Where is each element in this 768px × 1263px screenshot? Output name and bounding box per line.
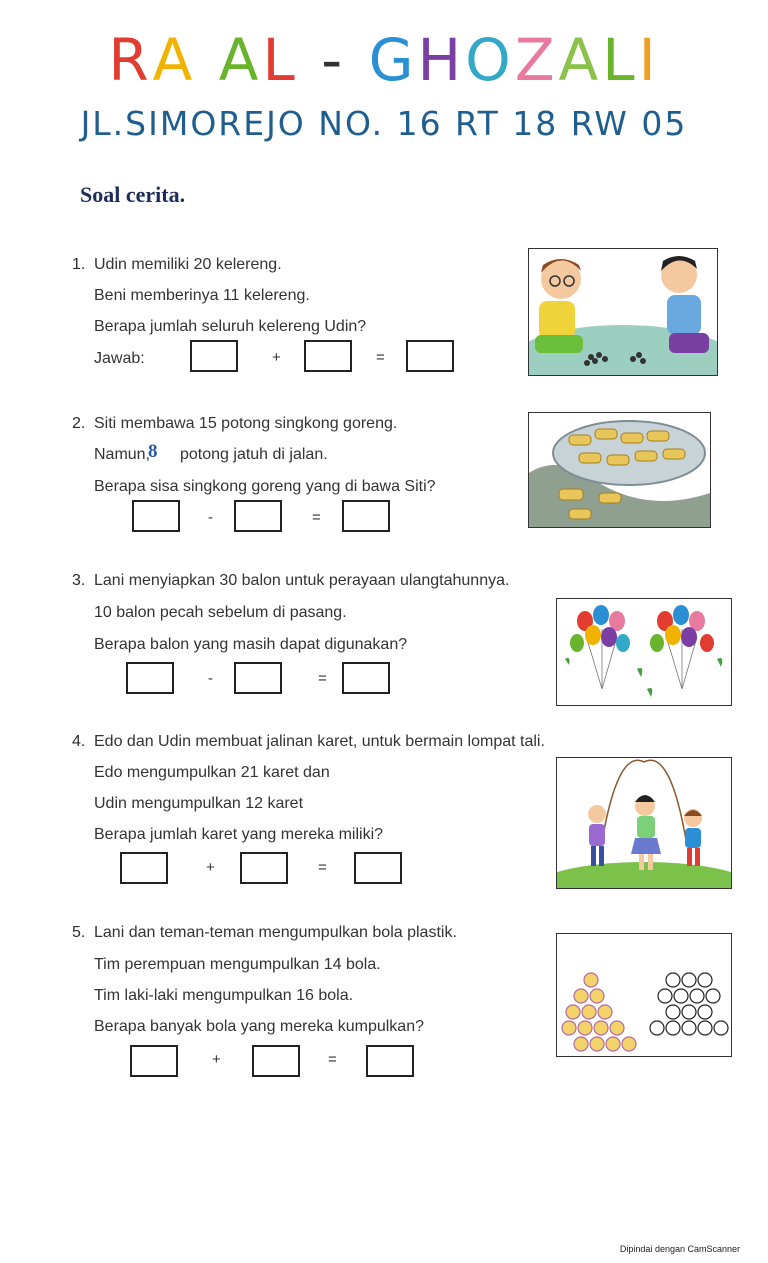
question-line: Udin memiliki 20 kelereng.	[94, 256, 282, 273]
answer-box[interactable]	[342, 662, 390, 694]
question-line-prefix: Namun,	[94, 446, 151, 463]
answer-box[interactable]	[354, 852, 402, 884]
title-letter: H	[417, 26, 466, 94]
question-line: Edo dan Udin membuat jalinan karet, untuk bermain lompat tali.	[94, 733, 545, 750]
balloons-illustration	[556, 598, 732, 706]
title-letter: G	[368, 26, 418, 94]
title-letter: A	[558, 26, 603, 94]
plastic-balls-illustration	[556, 933, 732, 1057]
question-line: Berapa balon yang masih dapat digunakan?	[94, 636, 408, 653]
answer-box[interactable]	[120, 852, 168, 884]
question-line: Berapa jumlah karet yang mereka miliki?	[94, 826, 384, 843]
answer-box[interactable]	[132, 500, 180, 532]
question-number: 5.	[72, 924, 86, 941]
title-letter	[299, 28, 321, 92]
equals-sign: =	[312, 509, 321, 526]
question-number: 4.	[72, 733, 86, 750]
title-letter: O	[465, 26, 515, 94]
kids-jumping-rope-illustration	[556, 757, 732, 889]
title-letter: Z	[514, 26, 559, 94]
boys-playing-marbles-illustration	[528, 248, 718, 376]
question-line: Tim laki-laki mengumpulkan 16 bola.	[94, 987, 354, 1004]
question-line: Beni memberinya 11 kelereng.	[94, 287, 310, 304]
answer-box[interactable]	[130, 1045, 178, 1077]
title-letter	[196, 28, 218, 92]
title-letter: -	[321, 26, 347, 94]
answer-box[interactable]	[366, 1045, 414, 1077]
plus-operator: +	[272, 349, 281, 366]
question-line: 10 balon pecah sebelum di pasang.	[94, 604, 347, 621]
title-letter: A	[152, 26, 197, 94]
question-number: 1.	[72, 256, 86, 273]
title-letter: R	[108, 26, 153, 94]
plus-operator: +	[212, 1051, 221, 1068]
answer-box[interactable]	[126, 662, 174, 694]
answer-box[interactable]	[240, 852, 288, 884]
equals-sign: =	[318, 670, 327, 687]
answer-box[interactable]	[342, 500, 390, 532]
question-line: Berapa banyak bola yang mereka kumpulkan?	[94, 1018, 424, 1035]
title-letter: L	[602, 26, 639, 94]
question-number: 3.	[72, 572, 86, 589]
question-line: Udin mengumpulkan 12 karet	[94, 795, 304, 812]
minus-operator: -	[208, 670, 213, 687]
equals-sign: =	[376, 349, 385, 366]
equals-sign: =	[328, 1051, 337, 1068]
title-letter	[346, 28, 368, 92]
title-letter: L	[262, 26, 299, 94]
question-line: Berapa jumlah seluruh kelereng Udin?	[94, 318, 367, 335]
question-line: Edo mengumpulkan 21 karet dan	[94, 764, 330, 781]
title-letter: A	[218, 26, 263, 94]
answer-box[interactable]	[234, 500, 282, 532]
question-line: Tim perempuan mengumpulkan 14 bola.	[94, 956, 381, 973]
title-letter: I	[638, 26, 660, 94]
question-number: 2.	[72, 415, 86, 432]
handwritten-number: 8	[148, 441, 158, 462]
answer-box[interactable]	[190, 340, 238, 372]
minus-operator: -	[208, 509, 213, 526]
scanner-watermark: Dipindai dengan CamScanner	[619, 1244, 740, 1254]
section-heading: Soal cerita.	[80, 182, 186, 207]
question-line: Lani menyiapkan 30 balon untuk perayaan ulangtahunnya.	[94, 572, 510, 589]
school-title	[0, 28, 768, 92]
answer-box[interactable]	[234, 662, 282, 694]
answer-label: Jawab:	[94, 350, 145, 367]
school-address: JL.SIMOREJO NO. 16 RT 18 RW 05	[80, 104, 688, 143]
question-line: potong jatuh di jalan.	[180, 446, 328, 463]
answer-box[interactable]	[304, 340, 352, 372]
answer-box[interactable]	[406, 340, 454, 372]
equals-sign: =	[318, 859, 327, 876]
answer-box[interactable]	[252, 1045, 300, 1077]
question-line: Siti membawa 15 potong singkong goreng.	[94, 415, 398, 432]
plus-operator: +	[206, 859, 215, 876]
fried-cassava-plate-illustration	[528, 412, 711, 528]
question-line: Lani dan teman-teman mengumpulkan bola plastik.	[94, 924, 457, 941]
question-line: Berapa sisa singkong goreng yang di bawa Siti?	[94, 478, 436, 495]
